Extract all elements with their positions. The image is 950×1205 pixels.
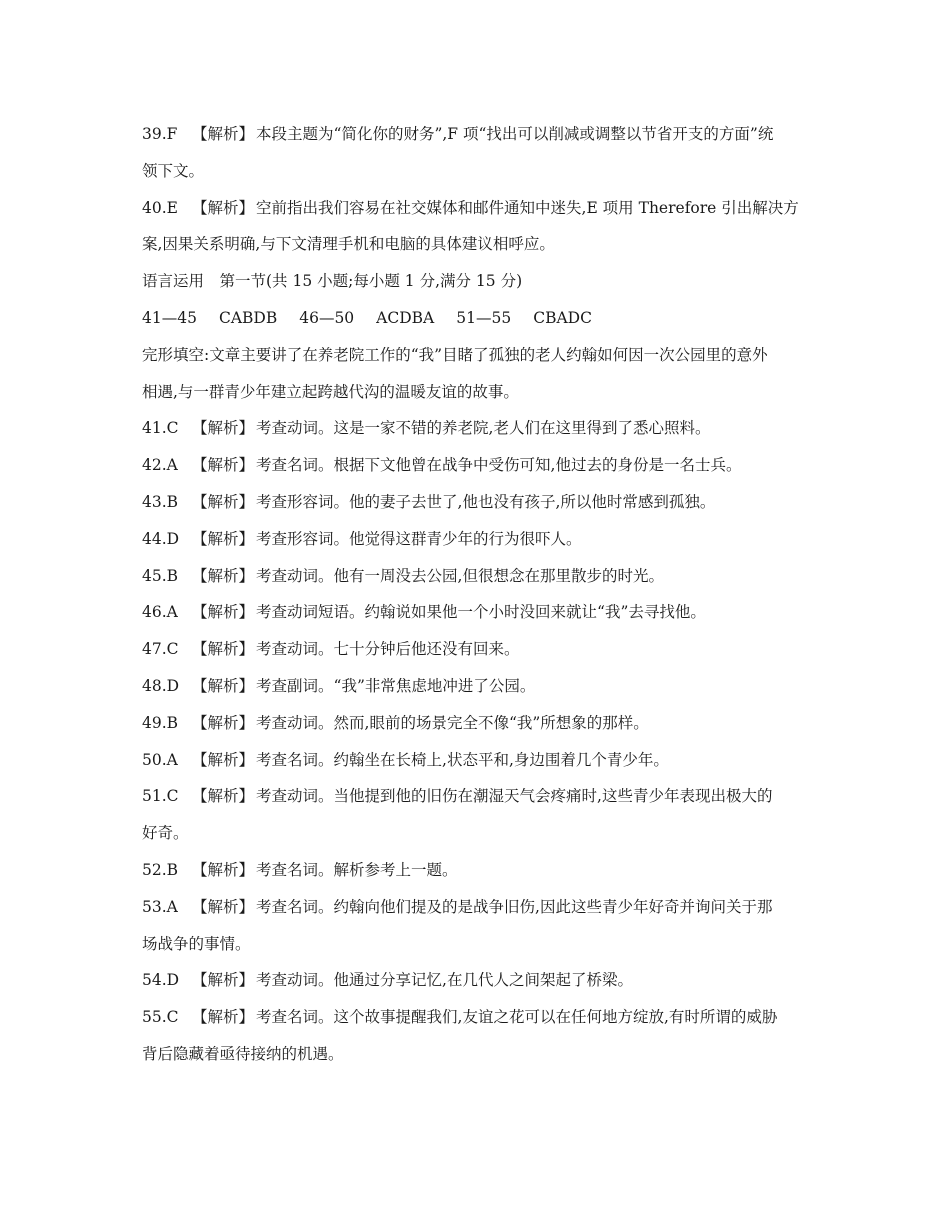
question-number: 52.B	[142, 860, 179, 879]
question-number: 48.D	[142, 676, 180, 695]
line-40-cont	[142, 226, 810, 263]
analysis-tag: 【解析】	[192, 125, 255, 143]
analysis-text: 背后隐藏着亟待接纳的机遇。	[142, 1044, 344, 1063]
analysis-text: 考查名词。这个故事提醒我们,友谊之花可以在任何地方绽放,有时所谓的威胁	[256, 1008, 778, 1027]
question-number: 51.C	[142, 787, 179, 806]
line-51	[142, 778, 810, 815]
analysis-tag: 【解析】	[192, 492, 255, 511]
analysis-text: 考查动词。他通过分享记忆,在几代人之间架起了桥梁。	[256, 971, 633, 990]
line-53	[142, 889, 810, 926]
question-number: 49.B	[142, 713, 179, 732]
analysis-tag: 【解析】	[192, 198, 255, 217]
analysis-text: 考查名词。约翰坐在长椅上,状态平和,身边围着几个青少年。	[256, 750, 669, 769]
analysis-text: 考查动词。七十分钟后他还没有回来。	[256, 640, 520, 659]
line-39	[142, 116, 810, 153]
answer-range: 46—50	[299, 308, 355, 327]
answer-keys: CABDB	[218, 308, 278, 327]
cloze-summary-cont	[142, 374, 810, 411]
line-53-cont	[142, 926, 810, 963]
line-48	[142, 668, 810, 705]
analysis-tag: 【解析】	[192, 456, 255, 475]
analysis-tag: 【解析】	[192, 971, 255, 990]
line-52	[142, 852, 810, 889]
line-55-cont	[142, 1036, 810, 1073]
analysis-tag: 【解析】	[192, 640, 255, 659]
question-number: 42.A	[142, 456, 178, 475]
analysis-text: 考查动词。然而,眼前的场景完全不像“我”所想象的那样。	[256, 713, 649, 732]
section-heading	[142, 263, 810, 300]
analysis-tag: 【解析】	[192, 750, 255, 769]
question-number: 55.C	[142, 1008, 179, 1027]
line-55	[142, 999, 810, 1036]
line-47	[142, 631, 810, 668]
answer-summary	[142, 300, 810, 337]
answer-range: 41—45	[142, 308, 197, 327]
section-title: 语言运用 第一节(共 15 小题;每小题 1 分,满分 15 分)	[142, 272, 523, 291]
question-number: 46.A	[142, 603, 178, 622]
analysis-text: 考查动词。这是一家不错的养老院,老人们在这里得到了悉心照料。	[256, 419, 711, 438]
analysis-text: 领下文。	[142, 161, 205, 180]
question-number: 47.C	[142, 640, 179, 659]
question-number: 45.B	[142, 566, 179, 585]
analysis-text: 考查动词。当他提到他的旧伤在潮湿天气会疼痛时,这些青少年表现出极大的	[256, 787, 773, 806]
analysis-text: 考查名词。解析参考上一题。	[256, 860, 458, 879]
analysis-tag: 【解析】	[192, 1008, 255, 1027]
analysis-tag: 【解析】	[192, 860, 255, 879]
line-39-cont	[142, 153, 810, 190]
answer-range: 51—55	[456, 308, 512, 327]
question-number: 41.C	[142, 419, 179, 438]
analysis-tag: 【解析】	[192, 787, 255, 806]
question-number: 50.A	[142, 750, 178, 769]
analysis-text: 考查形容词。他的妻子去世了,他也没有孩子,所以他时常感到孤独。	[256, 492, 716, 511]
analysis-tag: 【解析】	[192, 713, 255, 732]
line-41	[142, 410, 810, 447]
summary-text: 完形填空:文章主要讲了在养老院工作的“我”目睹了孤独的老人约翰如何因一次公园里的意外	[142, 345, 768, 364]
line-51-cont	[142, 815, 810, 852]
answer-keys: CBADC	[533, 308, 592, 327]
analysis-tag: 【解析】	[192, 897, 255, 916]
line-46	[142, 594, 810, 631]
line-50	[142, 742, 810, 779]
cloze-summary	[142, 337, 810, 374]
analysis-text: 考查动词短语。约翰说如果他一个小时没回来就让“我”去寻找他。	[256, 603, 706, 622]
answer-keys: ACDBA	[376, 308, 435, 327]
analysis-tag: 【解析】	[192, 566, 255, 585]
analysis-text: 空前指出我们容易在社交媒体和邮件通知中迷失,E 项用 Therefore 引出解决方	[256, 198, 799, 217]
analysis-tag: 【解析】	[192, 676, 255, 695]
analysis-tag: 【解析】	[192, 419, 255, 438]
analysis-tag: 【解析】	[192, 529, 255, 548]
analysis-text: 本段主题为“简化你的财务”,F 项“找出可以削减或调整以节省开支的方面”统	[256, 125, 774, 143]
question-number: 39.F	[142, 125, 178, 143]
answer-key-page	[142, 116, 810, 1073]
analysis-text: 考查形容词。他觉得这群青少年的行为很吓人。	[256, 529, 582, 548]
line-54	[142, 962, 810, 999]
question-number: 43.B	[142, 492, 179, 511]
summary-text: 相遇,与一群青少年建立起跨越代沟的温暖友谊的故事。	[142, 382, 519, 401]
line-40	[142, 190, 810, 227]
analysis-text: 考查动词。他有一周没去公园,但很想念在那里散步的时光。	[256, 566, 664, 585]
line-43	[142, 484, 810, 521]
line-45	[142, 558, 810, 595]
analysis-text: 考查名词。约翰向他们提及的是战争旧伤,因此这些青少年好奇并询问关于那	[256, 897, 773, 916]
analysis-text: 案,因果关系明确,与下文清理手机和电脑的具体建议相呼应。	[142, 235, 555, 254]
line-49	[142, 705, 810, 742]
line-42	[142, 447, 810, 484]
analysis-text: 场战争的事情。	[142, 934, 251, 953]
analysis-text: 考查副词。“我”非常焦虑地冲进了公园。	[256, 676, 536, 695]
question-number: 44.D	[142, 529, 180, 548]
question-number: 53.A	[142, 897, 178, 916]
question-number: 54.D	[142, 971, 180, 990]
line-44	[142, 521, 810, 558]
analysis-text: 好奇。	[142, 824, 189, 843]
analysis-text: 考查名词。根据下文他曾在战争中受伤可知,他过去的身份是一名士兵。	[256, 456, 742, 475]
question-number: 40.E	[142, 198, 178, 217]
analysis-tag: 【解析】	[192, 603, 255, 622]
